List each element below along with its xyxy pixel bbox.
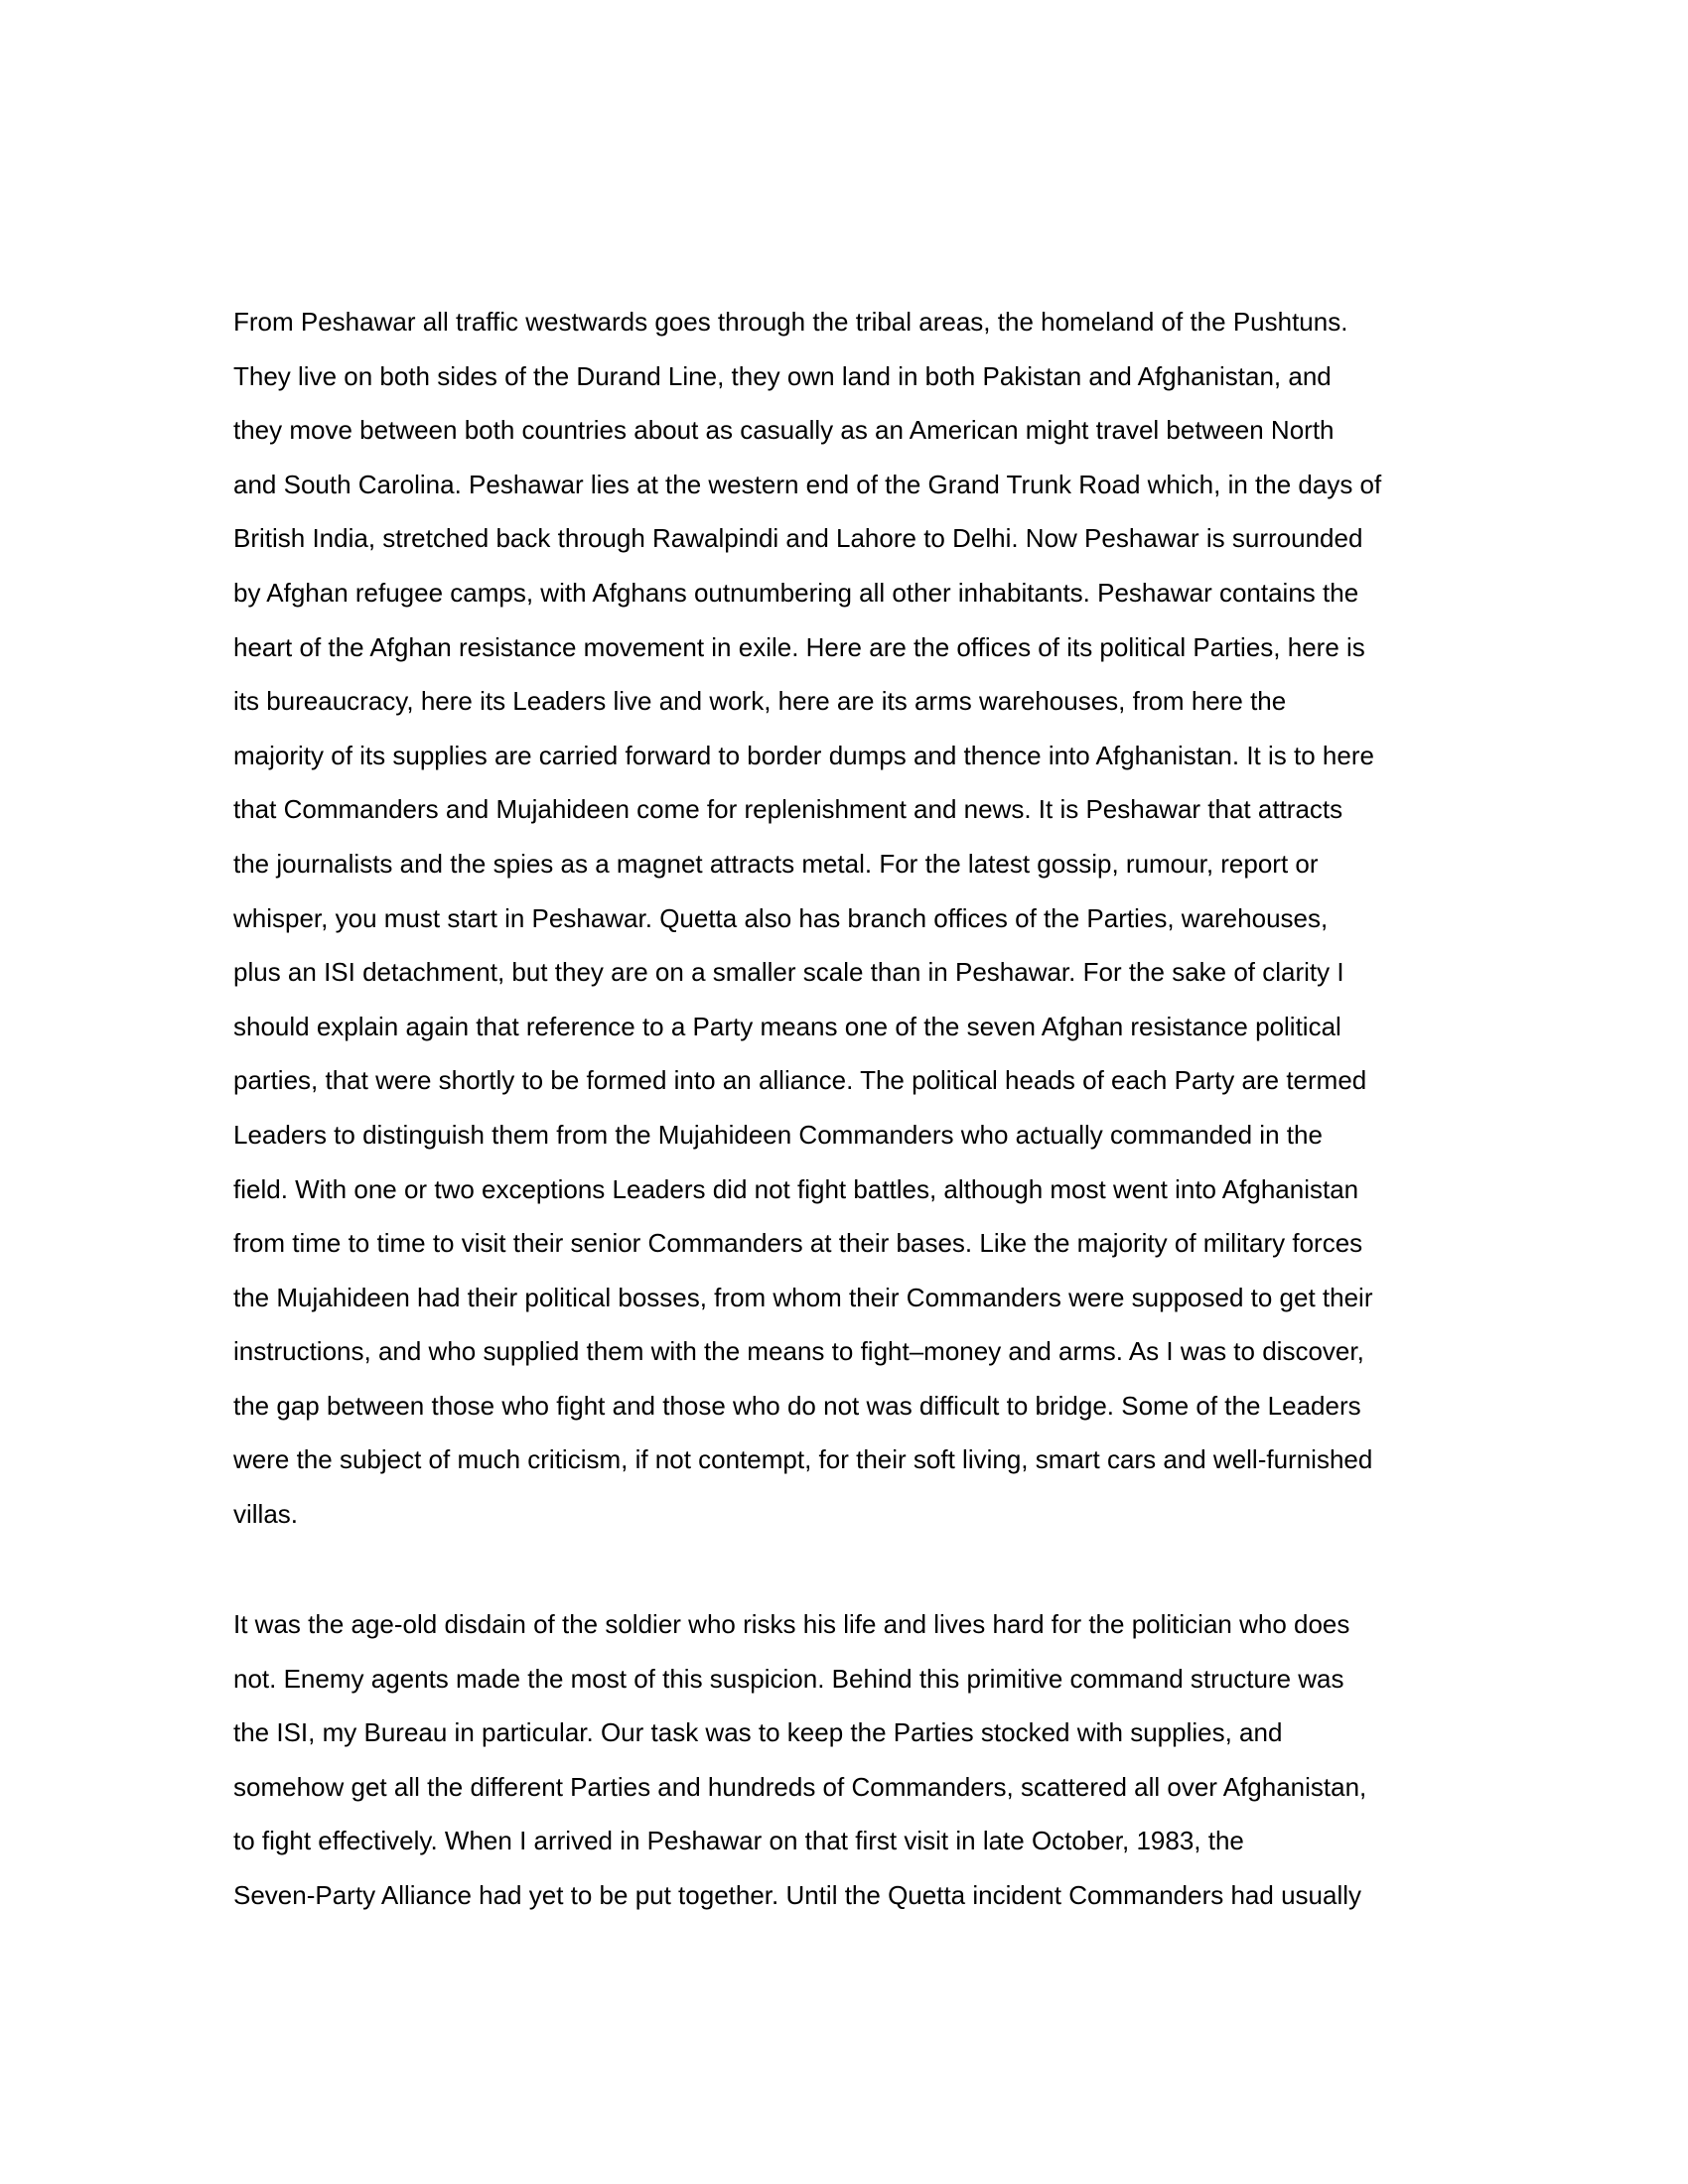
text-line: It was the age-old disdain of the soldier who risks his life and lives hard for the politician who does [233, 1609, 1350, 1639]
text-line: From Peshawar all traffic westwards goes through the tribal areas, the homeland of the Pushtuns. [233, 307, 1348, 337]
text-line: by Afghan refugee camps, with Afghans outnumbering all other inhabitants. Peshawar contains the [233, 577, 1359, 608]
text-line: somehow get all the different Parties and hundreds of Commanders, scattered all over Afghanistan, [233, 1771, 1367, 1802]
text-line: the journalists and the spies as a magnet attracts metal. For the latest gossip, rumour, report or [233, 848, 1319, 879]
text-line: majority of its supplies are carried forward to border dumps and thence into Afghanistan. It is to here [233, 740, 1374, 770]
text-line: Seven-Party Alliance had yet to be put together. Until the Quetta incident Commanders had usually [233, 1879, 1362, 1910]
text-line: British India, stretched back through Rawalpindi and Lahore to Delhi. Now Peshawar is surrounded [233, 523, 1363, 554]
text-line: the ISI, my Bureau in particular. Our task was to keep the Parties stocked with supplies, and [233, 1717, 1283, 1748]
text-line: They live on both sides of the Durand Line, they own land in both Pakistan and Afghanistan, and [233, 360, 1332, 391]
text-line: instructions, and who supplied them with the means to fight–money and arms. As I was to discover, [233, 1336, 1364, 1367]
text-line: its bureaucracy, here its Leaders live and work, here are its arms warehouses, from here the [233, 686, 1287, 717]
text-line: whisper, you must start in Peshawar. Quetta also has branch offices of the Parties, warehouses, [233, 902, 1329, 933]
text-line: parties, that were shortly to be formed into an alliance. The political heads of each Party are termed [233, 1065, 1367, 1096]
text-line: villas. [233, 1499, 299, 1530]
text-line: the gap between those who fight and those who do not was difficult to bridge. Some of the Leaders [233, 1390, 1361, 1421]
text-line: were the subject of much criticism, if not contempt, for their soft living, smart cars and well-furnished [233, 1444, 1373, 1475]
text-line: not. Enemy agents made the most of this suspicion. Behind this primitive command structure was [233, 1663, 1344, 1694]
text-line: should explain again that reference to a Party means one of the seven Afghan resistance political [233, 1011, 1341, 1041]
text-line: and South Carolina. Peshawar lies at the western end of the Grand Trunk Road which, in the days of [233, 469, 1382, 499]
text-line: field. With one or two exceptions Leaders did not fight battles, although most went into Afghanistan [233, 1173, 1359, 1204]
paragraph-2 [233, 1597, 1524, 1923]
text-line: heart of the Afghan resistance movement in exile. Here are the offices of its political Parties, here is [233, 631, 1365, 662]
text-line: Leaders to distinguish them from the Mujahideen Commanders who actually commanded in the [233, 1119, 1323, 1150]
text-line: they move between both countries about as casually as an American might travel between North [233, 415, 1335, 446]
text-line: from time to time to visit their senior Commanders at their bases. Like the majority of military forces [233, 1228, 1363, 1259]
text-line: the Mujahideen had their political bosses, from whom their Commanders were supposed to get their [233, 1282, 1373, 1312]
text-line: that Commanders and Mujahideen come for replenishment and news. It is Peshawar that attracts [233, 794, 1343, 825]
paragraph-1 [233, 295, 1524, 1542]
text-line: plus an ISI detachment, but they are on a smaller scale than in Peshawar. For the sake of clarity I [233, 957, 1344, 988]
text-line: to fight effectively. When I arrived in Peshawar on that first visit in late October, 1983, the [233, 1826, 1244, 1856]
